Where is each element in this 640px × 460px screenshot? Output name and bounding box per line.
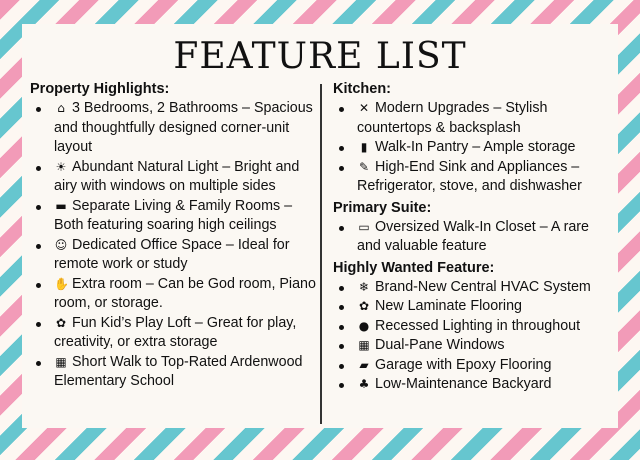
section-heading-highly-wanted: Highly Wanted Feature: bbox=[333, 259, 495, 276]
list-item-text: Garage with Epoxy Flooring bbox=[375, 356, 552, 373]
fork-knife-icon: ✕ bbox=[358, 101, 370, 115]
section-heading-kitchen: Kitchen: bbox=[333, 81, 391, 97]
window-icon: ▦ bbox=[358, 338, 370, 352]
list-item bbox=[54, 275, 316, 314]
couch-icon: ▬ bbox=[55, 198, 67, 213]
list-item-text: Oversized Walk-In Closet – A rare and valuable feature bbox=[357, 218, 589, 254]
kitchen-list bbox=[333, 99, 616, 197]
list-item-text: Brand-New Central HVAC System bbox=[375, 278, 591, 295]
list-item-text: Fun Kid’s Play Loft – Great for play, creativity, or extra storage bbox=[54, 314, 297, 350]
snowflake-icon: ❄ bbox=[358, 279, 370, 294]
list-item-text: Extra room – Can be God room, Piano room, or storage. bbox=[54, 275, 316, 311]
feature-card bbox=[22, 24, 618, 428]
section-heading-primary-suite: Primary Suite: bbox=[333, 199, 432, 216]
door-icon: ▮ bbox=[360, 140, 368, 154]
list-item bbox=[357, 99, 616, 138]
list-item bbox=[54, 197, 316, 236]
list-item-text: Short Walk to Top-Rated Ardenwood Elementary School bbox=[54, 353, 303, 389]
list-item-text: Abundant Natural Light – Bright and airy with windows on multiple sides bbox=[54, 158, 300, 194]
list-item-text: Recessed Lighting in throughout bbox=[375, 317, 581, 334]
light-bulb-icon: ● bbox=[358, 318, 370, 333]
list-item-text: Modern Upgrades – Stylish countertops & backsplash bbox=[357, 100, 548, 136]
list-item-text: New Laminate Flooring bbox=[375, 298, 523, 314]
highly-wanted-list bbox=[333, 278, 616, 395]
house-icon: ⌂ bbox=[57, 101, 65, 115]
list-item bbox=[357, 278, 616, 298]
list-item bbox=[54, 353, 316, 392]
right-column bbox=[333, 80, 616, 397]
list-item bbox=[357, 297, 616, 317]
list-item bbox=[54, 99, 316, 158]
list-item-text: High-End Sink and Appliances – Refrigerator, stove, and dishwasher bbox=[357, 158, 582, 194]
list-item bbox=[357, 138, 616, 158]
list-item bbox=[54, 236, 316, 275]
page-title: FEATURE LIST bbox=[173, 36, 467, 77]
sun-icon: ☀ bbox=[55, 159, 67, 174]
wrench-icon: ✎ bbox=[358, 159, 370, 174]
car-icon: ▰ bbox=[359, 357, 369, 372]
list-item bbox=[357, 375, 616, 395]
list-item bbox=[54, 158, 316, 197]
list-item bbox=[357, 336, 616, 356]
school-icon: ▦ bbox=[55, 354, 67, 369]
list-item-text: Low-Maintenance Backyard bbox=[375, 376, 552, 392]
property-highlights-list bbox=[30, 99, 316, 392]
list-item bbox=[357, 158, 616, 197]
primary-suite-list bbox=[333, 218, 616, 257]
list-item-text: Dual-Pane Windows bbox=[375, 337, 505, 353]
list-item bbox=[357, 317, 616, 337]
list-item-text: Dedicated Office Space – Ideal for remote work or study bbox=[54, 236, 290, 272]
list-item bbox=[54, 314, 316, 353]
column-divider bbox=[320, 84, 322, 424]
list-item-text: Separate Living & Family Rooms – Both featuring soaring high ceilings bbox=[54, 197, 293, 233]
list-item bbox=[357, 356, 616, 376]
left-column bbox=[30, 80, 316, 394]
praying-hands-icon: ✋ bbox=[54, 276, 69, 291]
list-item-text: Walk-In Pantry – Ample storage bbox=[375, 139, 576, 155]
list-item-text: 3 Bedrooms, 2 Bathrooms – Spacious and thoughtfully designed corner-unit layout bbox=[54, 100, 313, 155]
list-item bbox=[357, 218, 616, 257]
herb-icon: ✿ bbox=[358, 299, 370, 313]
teddy-bear-icon: ✿ bbox=[55, 315, 67, 330]
office-worker-icon: ☺ bbox=[54, 237, 68, 252]
section-heading-property-highlights: Property Highlights: bbox=[30, 81, 170, 97]
tree-icon: ♣ bbox=[358, 377, 370, 391]
bed-icon: ▭ bbox=[358, 219, 370, 234]
